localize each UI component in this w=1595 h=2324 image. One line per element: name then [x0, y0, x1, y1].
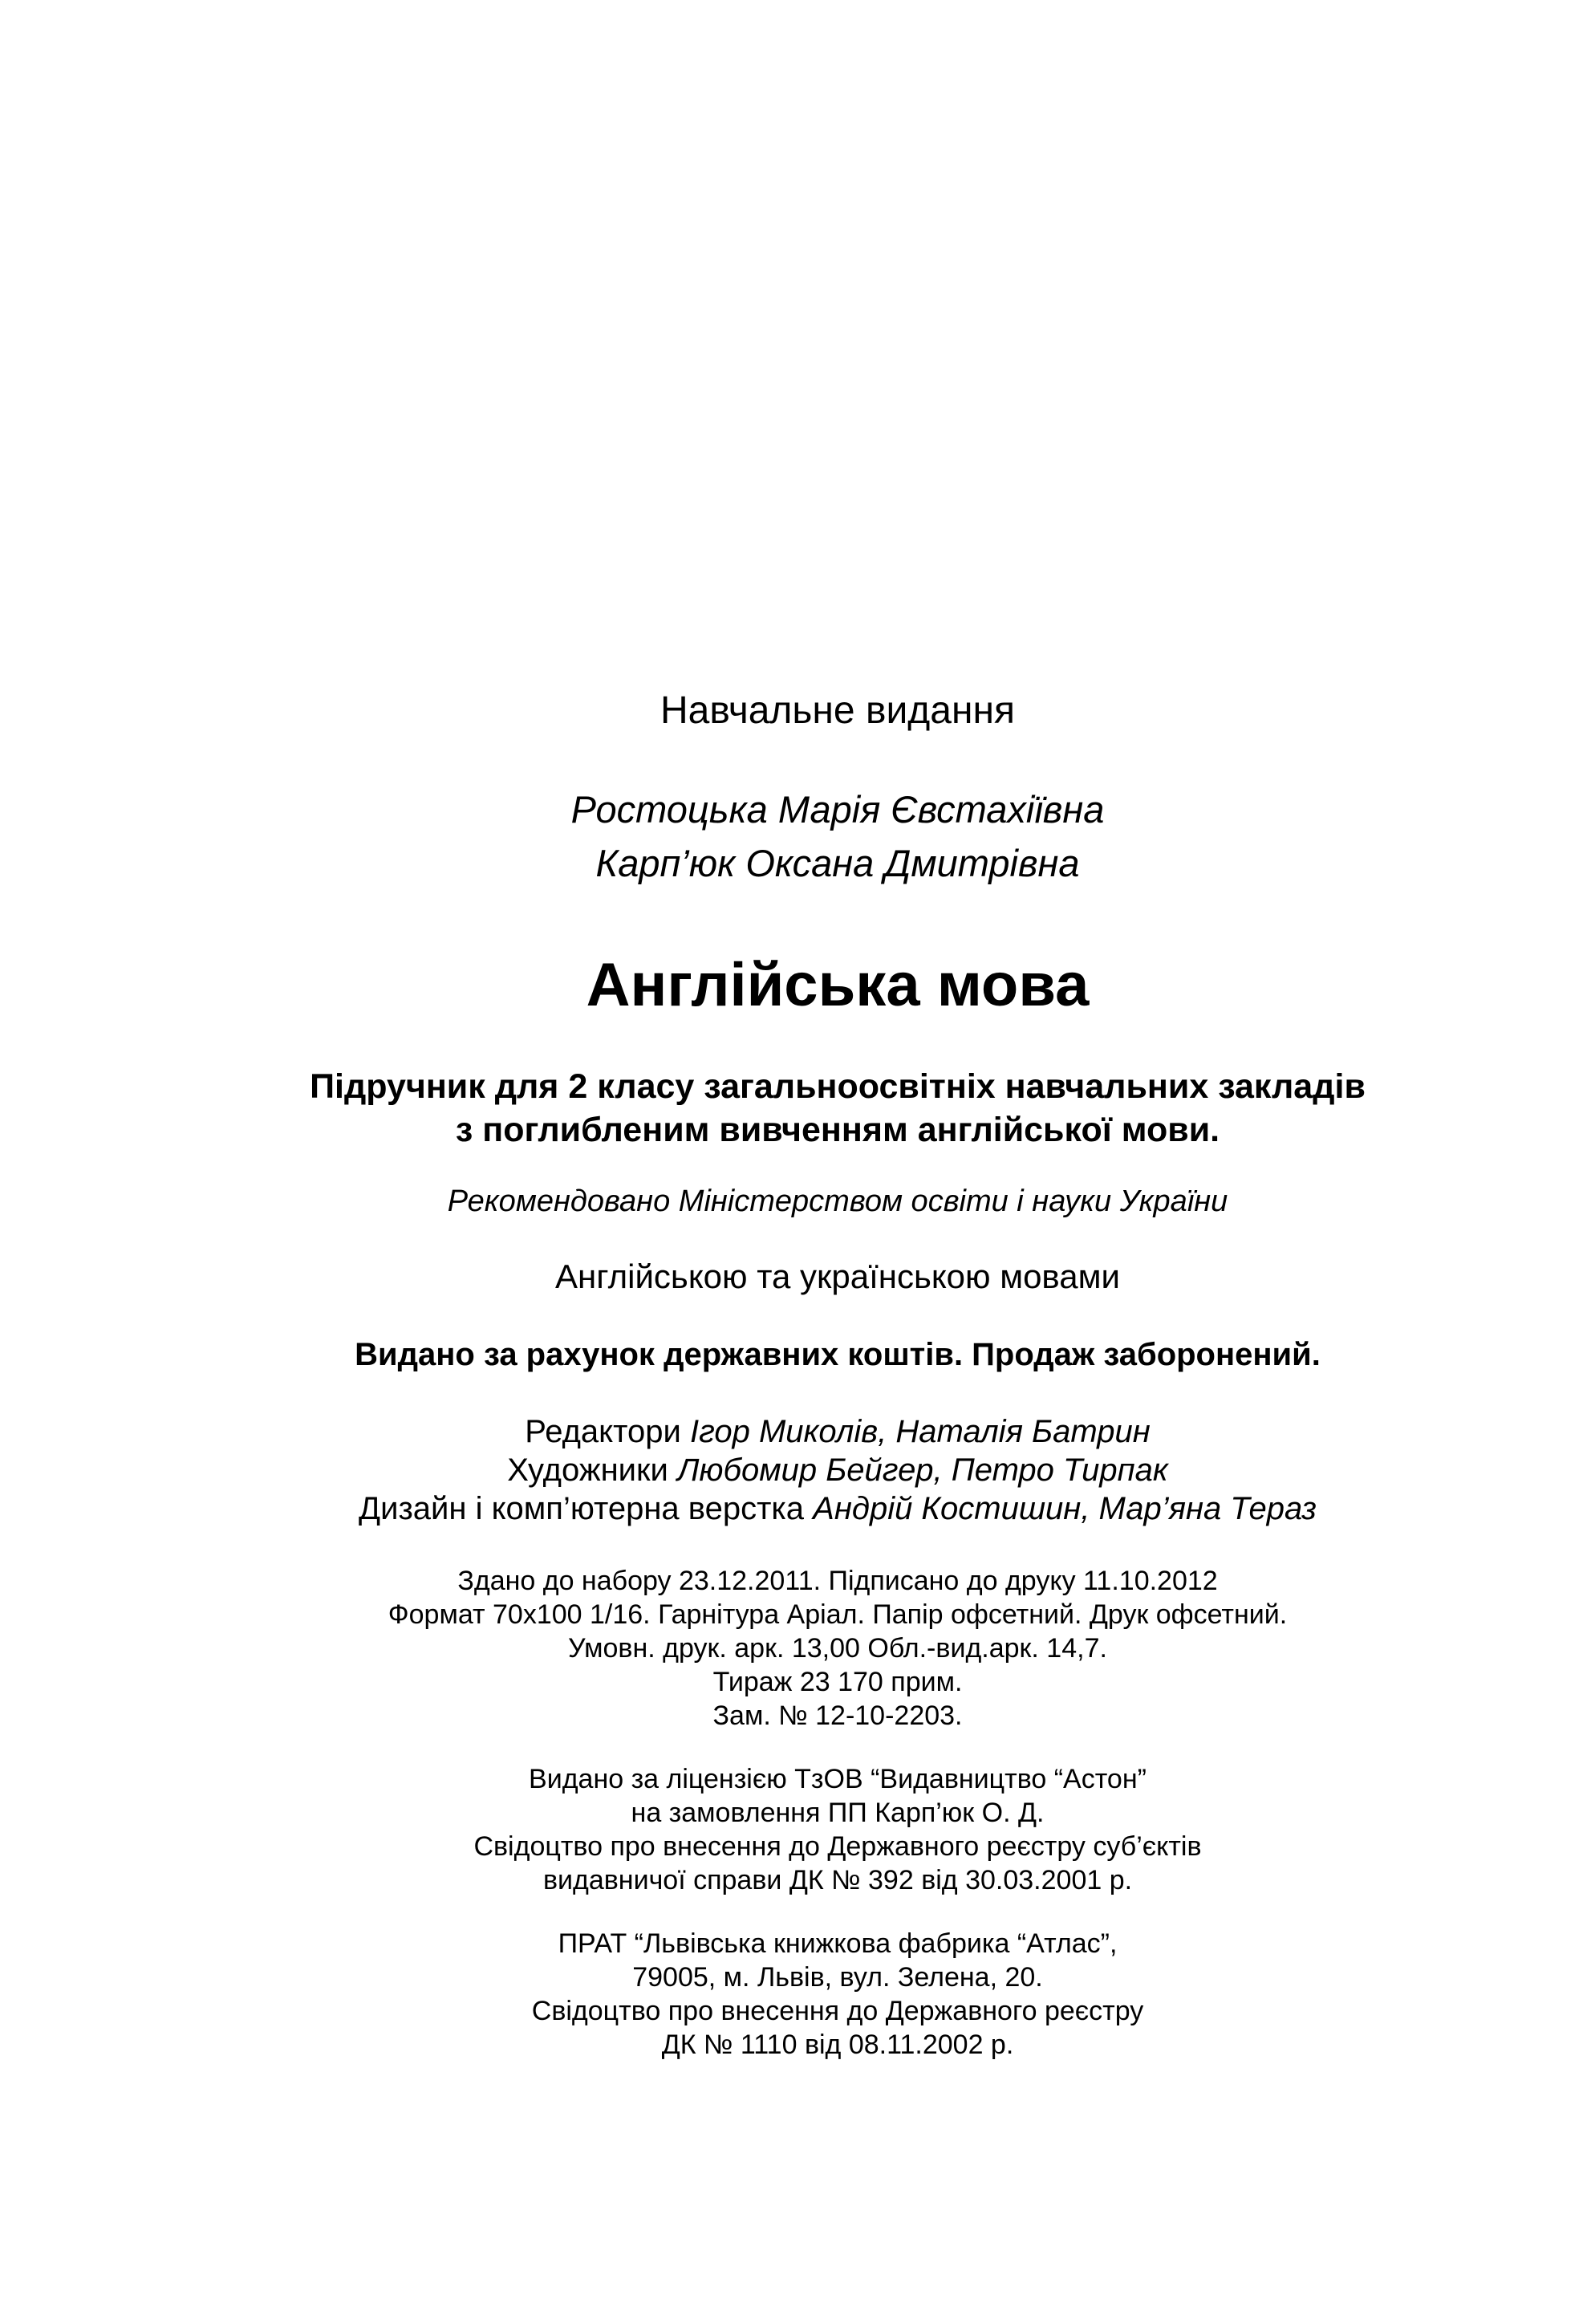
printer-line: Свідоцтво про внесення до Державного реєстру: [531, 1996, 1144, 2026]
license-line: Свідоцтво про внесення до Державного реєстру суб’єктів: [473, 1831, 1202, 1862]
book-subtitle-line: з поглибленим вивченням англійської мови.: [455, 1111, 1220, 1149]
ministry-recommendation: Рекомендовано Міністерством освіти і науки України: [447, 1184, 1228, 1218]
edition-type: Навчальне видання: [660, 689, 1015, 732]
state-funding-note: Видано за рахунок державних коштів. Продаж заборонений.: [355, 1337, 1321, 1372]
credit-line-illustrators: [0, 1454, 1595, 1486]
credit-role: Дизайн і комп’ютерна верстка: [359, 1491, 805, 1526]
print-detail-line: Формат 70х100 1/16. Гарнітура Аріал. Папір офсетний. Друк офсетний.: [388, 1599, 1288, 1630]
credit-role: Редактори: [525, 1414, 681, 1449]
license-line: на замовлення ПП Карп’юк О. Д.: [631, 1798, 1045, 1828]
credit-line-design: [0, 1493, 1595, 1525]
book-subtitle-line: Підручник для 2 класу загальноосвітніх навчальних закладів: [310, 1067, 1366, 1106]
print-detail-line: Тираж 23 170 прим.: [712, 1667, 963, 1697]
book-title: Англійська мова: [586, 951, 1090, 1019]
print-detail-line: Здано до набору 23.12.2011. Підписано до друку 11.10.2012: [457, 1566, 1218, 1596]
printer-line: ПРАТ “Львівська книжкова фабрика “Атлас”,: [558, 1928, 1118, 1959]
credit-role: Художники: [507, 1452, 668, 1488]
printer-line: ДК № 1110 від 08.11.2002 р.: [661, 2029, 1014, 2060]
credit-names: Любомир Бейгер, Петро Тирпак: [676, 1452, 1168, 1488]
print-detail-line: Умовн. друк. арк. 13,00 Обл.-вид.арк. 14,7.: [568, 1633, 1107, 1664]
languages-note: Англійською та українською мовами: [555, 1257, 1120, 1295]
print-detail-line: Зам. № 12-10-2203.: [712, 1700, 963, 1731]
credit-names: Ігор Миколів, Наталія Батрин: [689, 1414, 1151, 1449]
credit-names: Андрій Костишин, Мар’яна Тераз: [813, 1491, 1317, 1526]
license-line: видавничої справи ДК № 392 від 30.03.2001 р.: [542, 1865, 1133, 1895]
author-name: Ростоцька Марія Євстахіївна: [570, 788, 1105, 831]
author-name: Карп’юк Оксана Дмитрівна: [595, 842, 1080, 884]
printer-line: 79005, м. Львів, вул. Зелена, 20.: [632, 1962, 1043, 1993]
credit-line-editors: [0, 1416, 1595, 1448]
license-line: Видано за ліцензією ТзОВ “Видавництво “Астон”: [529, 1764, 1147, 1794]
